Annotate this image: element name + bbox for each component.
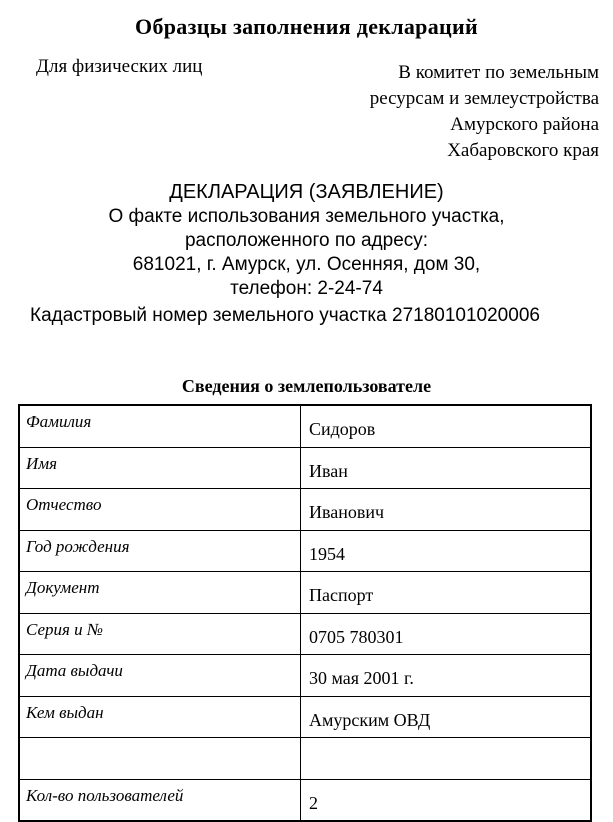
field-value: 1954 bbox=[301, 530, 592, 572]
field-value: Иванович bbox=[301, 489, 592, 531]
applicant-type: Для физических лиц bbox=[36, 56, 203, 77]
field-label: Кол-во пользователей bbox=[19, 779, 301, 821]
addressee-line: Амурского района bbox=[450, 114, 599, 135]
table-row bbox=[19, 530, 591, 572]
addressee-line: Хабаровского края bbox=[447, 140, 599, 161]
field-label: Отчество bbox=[19, 489, 301, 531]
page-title: Образцы заполнения деклараций bbox=[135, 14, 478, 39]
addressee-line: В комитет по земельным bbox=[398, 62, 599, 83]
table-row bbox=[19, 572, 591, 614]
table-row bbox=[19, 696, 591, 738]
declaration-heading: ДЕКЛАРАЦИЯ (ЗАЯВЛЕНИЕ) bbox=[169, 181, 444, 203]
field-label: Документ bbox=[19, 572, 301, 614]
declaration-location: расположенного по адресу: bbox=[184, 230, 429, 251]
field-value: 0705 780301 bbox=[301, 613, 592, 655]
land-user-table bbox=[18, 404, 592, 822]
field-value bbox=[301, 738, 592, 780]
table-row bbox=[19, 405, 591, 447]
field-value: Паспорт bbox=[301, 572, 592, 614]
field-label: Фамилия bbox=[19, 405, 301, 447]
field-label: Дата выдачи bbox=[19, 655, 301, 697]
addressee-block bbox=[370, 60, 599, 164]
table-row bbox=[19, 655, 591, 697]
field-value: 30 мая 2001 г. bbox=[301, 655, 592, 697]
table-row bbox=[19, 738, 591, 780]
field-value: Амурским ОВД bbox=[301, 696, 592, 738]
table-row bbox=[19, 613, 591, 655]
declaration-subject: О факте использования земельного участка, bbox=[108, 206, 505, 227]
table-row bbox=[19, 447, 591, 489]
field-label: Имя bbox=[19, 447, 301, 489]
field-label: Кем выдан bbox=[19, 696, 301, 738]
field-label bbox=[19, 738, 301, 780]
declaration-phone: телефон: 2-24-74 bbox=[230, 278, 383, 299]
declaration-block bbox=[0, 180, 613, 328]
declaration-address: 681021, г. Амурск, ул. Осенняя, дом 30, bbox=[132, 254, 481, 275]
field-label: Год рождения bbox=[19, 530, 301, 572]
field-value: Сидоров bbox=[301, 405, 592, 447]
addressee-line: ресурсам и землеустройства bbox=[369, 88, 599, 109]
table-row bbox=[19, 779, 591, 821]
field-value: Иван bbox=[301, 447, 592, 489]
section-title: Сведения о землепользователе bbox=[181, 376, 432, 396]
field-value: 2 bbox=[301, 779, 592, 821]
cadastral-number: Кадастровый номер земельного участка 27180101020006 bbox=[30, 305, 540, 326]
field-label: Серия и № bbox=[19, 613, 301, 655]
table-row bbox=[19, 489, 591, 531]
